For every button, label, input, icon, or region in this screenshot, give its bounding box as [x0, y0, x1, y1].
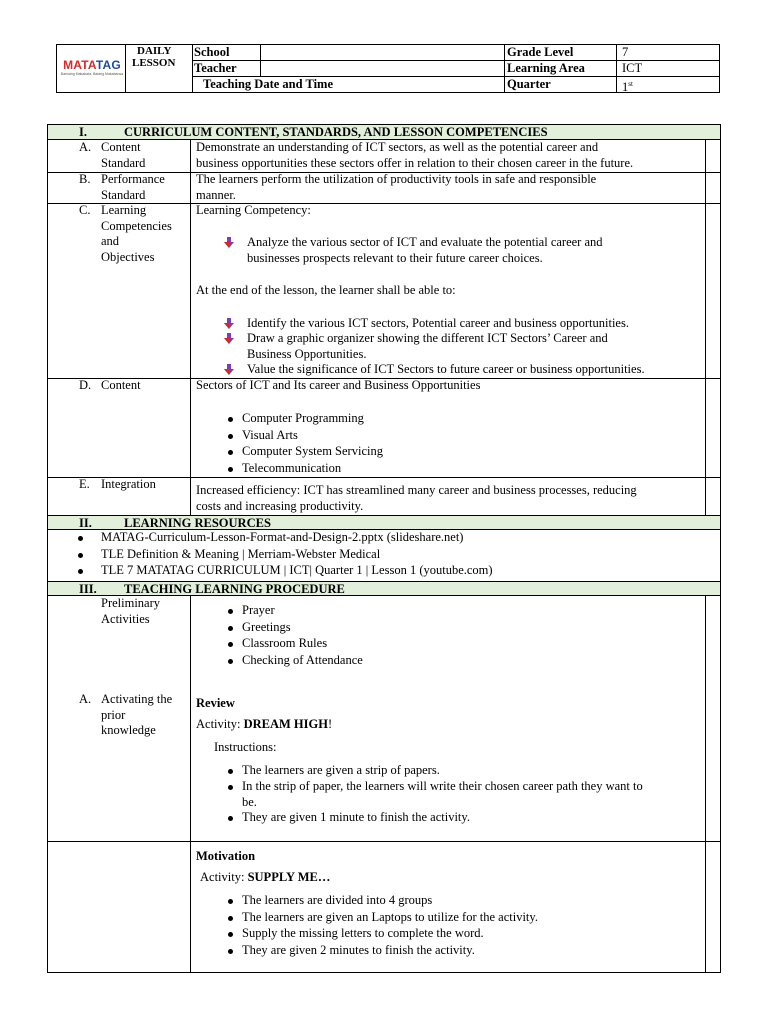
motivation-item: Supply the missing letters to complete the word.	[242, 926, 484, 940]
section-1-header: I. CURRICULUM CONTENT, STANDARDS, AND LESSON COMPETENCIES	[48, 125, 720, 140]
integration-label: Integration	[101, 477, 156, 491]
grade-value: 7	[622, 45, 629, 59]
performance-standard-label: Performance Standard	[101, 172, 165, 202]
grade-label: Grade Level	[507, 45, 574, 59]
bullet-dot-icon	[228, 609, 233, 614]
review-item: They are given 1 minute to finish the activity.	[242, 810, 470, 824]
bullet-dot-icon	[78, 536, 83, 541]
review-heading: Review	[196, 696, 235, 710]
date-label: Teaching Date and Time	[203, 77, 333, 91]
review-item: In the strip of paper, the learners will write their chosen career path they want to be.	[242, 779, 643, 809]
bullet-dot-icon	[78, 569, 83, 574]
content-item: Visual Arts	[242, 427, 298, 442]
header-table	[56, 44, 720, 93]
bullet-dot-icon	[228, 899, 233, 904]
integration-text: Increased efficiency: ICT has streamlined many career and business processes, reducing costs and increasing productivity.	[196, 483, 637, 513]
preliminary-item: Checking of Attendance	[242, 652, 363, 667]
bullet-dot-icon	[228, 659, 233, 664]
arrow-bullet-icon	[223, 237, 235, 249]
motivation-item: They are given 2 minutes to finish the activity.	[242, 942, 475, 957]
matatag-logo: MATATAG Bansang Makabata, Batang Makabansa	[60, 58, 124, 76]
bullet-dot-icon	[228, 642, 233, 647]
objective-item: Draw a graphic organizer showing the different ICT Sectors’ Career and Business Opportunities.	[247, 331, 608, 361]
content-item: Telecommunication	[242, 460, 342, 475]
resource-item: TLE Definition & Meaning | Merriam-Webster Medical	[101, 546, 381, 561]
dll-label-line2: LESSON	[132, 57, 176, 69]
learning-competencies-label: Learning Competencies and Objectives	[101, 203, 172, 264]
motivation-item: The learners are given an Laptops to utilize for the activity.	[242, 909, 538, 924]
objectives-intro: At the end of the lesson, the learner shall be able to:	[196, 283, 456, 297]
content-standard-label: Content Standard	[101, 140, 146, 170]
area-value: ICT	[622, 61, 643, 75]
review-item: The learners are given a strip of papers.	[242, 763, 440, 777]
resource-item: TLE 7 MATATAG CURRICULUM | ICT| Quarter 1 | Lesson 1 (youtube.com)	[101, 563, 493, 577]
motivation-heading: Motivation	[196, 849, 256, 863]
lesson-table: I. CURRICULUM CONTENT, STANDARDS, AND LESSON COMPETENCIES A. Content Standard Demonstrate an understanding of ICT sectors, as well as the potential career and business opportunities these sectors offer in relation to their chosen career in the future. B. Performance Standard The learners perform the utilization of productivity tools in safe and responsible manner. C. Learning Competencies and Objectives Learning Competency: Analyze the various sector of ICT and evaluate the potential career and businesses prospects relevant to their future career choices. At the end of the lesson, the learner shall be able to: Identify the various ICT sectors, Potential career and business opportunities. Draw a graphic organizer showing the different ICT Sectors’ Career and Business Opportunities. Value the significance of ICT Sectors to future career or business opportunities. D. Content Sectors of ICT and Its career and Business Opportunities Computer Programming Visual Arts Computer System Servicing Telecommunication E. Integration Increased efficiency: ICT has streamlined many career and business processes, reducing costs and increasing productivity. II. LEARNING RESOURCES MATAG-Curriculum-Lesson-Format-and-Design-2.pptx (slideshare.net) TLE Definition & Meaning | Merriam-Webster Medical TLE 7 MATATAG CURRICULUM | ICT| Quarter 1 | Lesson 1 (youtube.com) III. TEACHING LEARNING PROCEDURE Preliminary Activities Prayer Greetings Classroom Rules Checking of Attendance A. Activating the prior knowledge Review Activity: DREAM HIGH! Instructions: The learners are given a strip of papers. In the strip of paper, the learners will write their chosen career path they want to be. They are given 1 minute to finish the activity. Motivation Activity: SUPPLY ME… The learners are divided into 4 groups The learners are given an Laptops to utilize for the activity. Supply the missing letters to complete the word. They are given 2 minutes to finish the activity.	[47, 124, 721, 973]
quarter-value: 1st	[622, 80, 633, 95]
review-activity: Activity: DREAM HIGH!	[196, 717, 333, 731]
activating-label: Activating the prior knowledge	[101, 692, 173, 737]
bullet-dot-icon	[228, 467, 233, 472]
instructions-label: Instructions:	[214, 740, 277, 754]
competency-item: Analyze the various sector of ICT and evaluate the potential career and businesses prospects relevant to their future career choices.	[247, 235, 603, 265]
bullet-dot-icon	[228, 434, 233, 439]
bullet-dot-icon	[228, 949, 233, 954]
quarter-label: Quarter	[507, 77, 551, 91]
bullet-dot-icon	[228, 932, 233, 937]
bullet-dot-icon	[228, 450, 233, 455]
preliminary-item: Greetings	[242, 619, 291, 634]
performance-standard-text: The learners perform the utilization of productivity tools in safe and responsible manner.	[196, 172, 597, 202]
objective-item: Identify the various ICT sectors, Potential career and business opportunities.	[247, 316, 629, 330]
area-label: Learning Area	[507, 61, 585, 75]
resource-item: MATAG-Curriculum-Lesson-Format-and-Design-2.pptx (slideshare.net)	[101, 530, 464, 544]
arrow-bullet-icon	[223, 333, 235, 345]
motivation-item: The learners are divided into 4 groups	[242, 893, 433, 907]
content-heading: Sectors of ICT and Its career and Business Opportunities	[196, 378, 481, 392]
objective-item: Value the significance of ICT Sectors to future career or business opportunities.	[247, 362, 645, 376]
content-item: Computer System Servicing	[242, 444, 383, 458]
bullet-dot-icon	[228, 916, 233, 921]
content-label: Content	[101, 378, 141, 392]
dll-label-line1: DAILY	[137, 45, 172, 57]
arrow-bullet-icon	[223, 318, 235, 330]
preliminary-item: Classroom Rules	[242, 636, 328, 650]
content-standard-text: Demonstrate an understanding of ICT sectors, as well as the potential career and business opportunities these sectors offer in relation to their chosen career in the future.	[196, 140, 634, 170]
school-label: School	[194, 45, 230, 59]
arrow-bullet-icon	[223, 364, 235, 376]
preliminary-label: Preliminary Activities	[101, 596, 161, 626]
section-2-header: II. LEARNING RESOURCES	[48, 515, 720, 530]
preliminary-item: Prayer	[242, 603, 275, 617]
motivation-activity: Activity: SUPPLY ME…	[200, 870, 331, 884]
content-item: Computer Programming	[242, 411, 364, 425]
bullet-dot-icon	[228, 417, 233, 422]
section-3-header: III. TEACHING LEARNING PROCEDURE	[48, 581, 720, 596]
bullet-dot-icon	[228, 626, 233, 631]
learning-competency-heading: Learning Competency:	[196, 203, 311, 217]
teacher-label: Teacher	[194, 61, 237, 75]
bullet-dot-icon	[78, 553, 83, 558]
